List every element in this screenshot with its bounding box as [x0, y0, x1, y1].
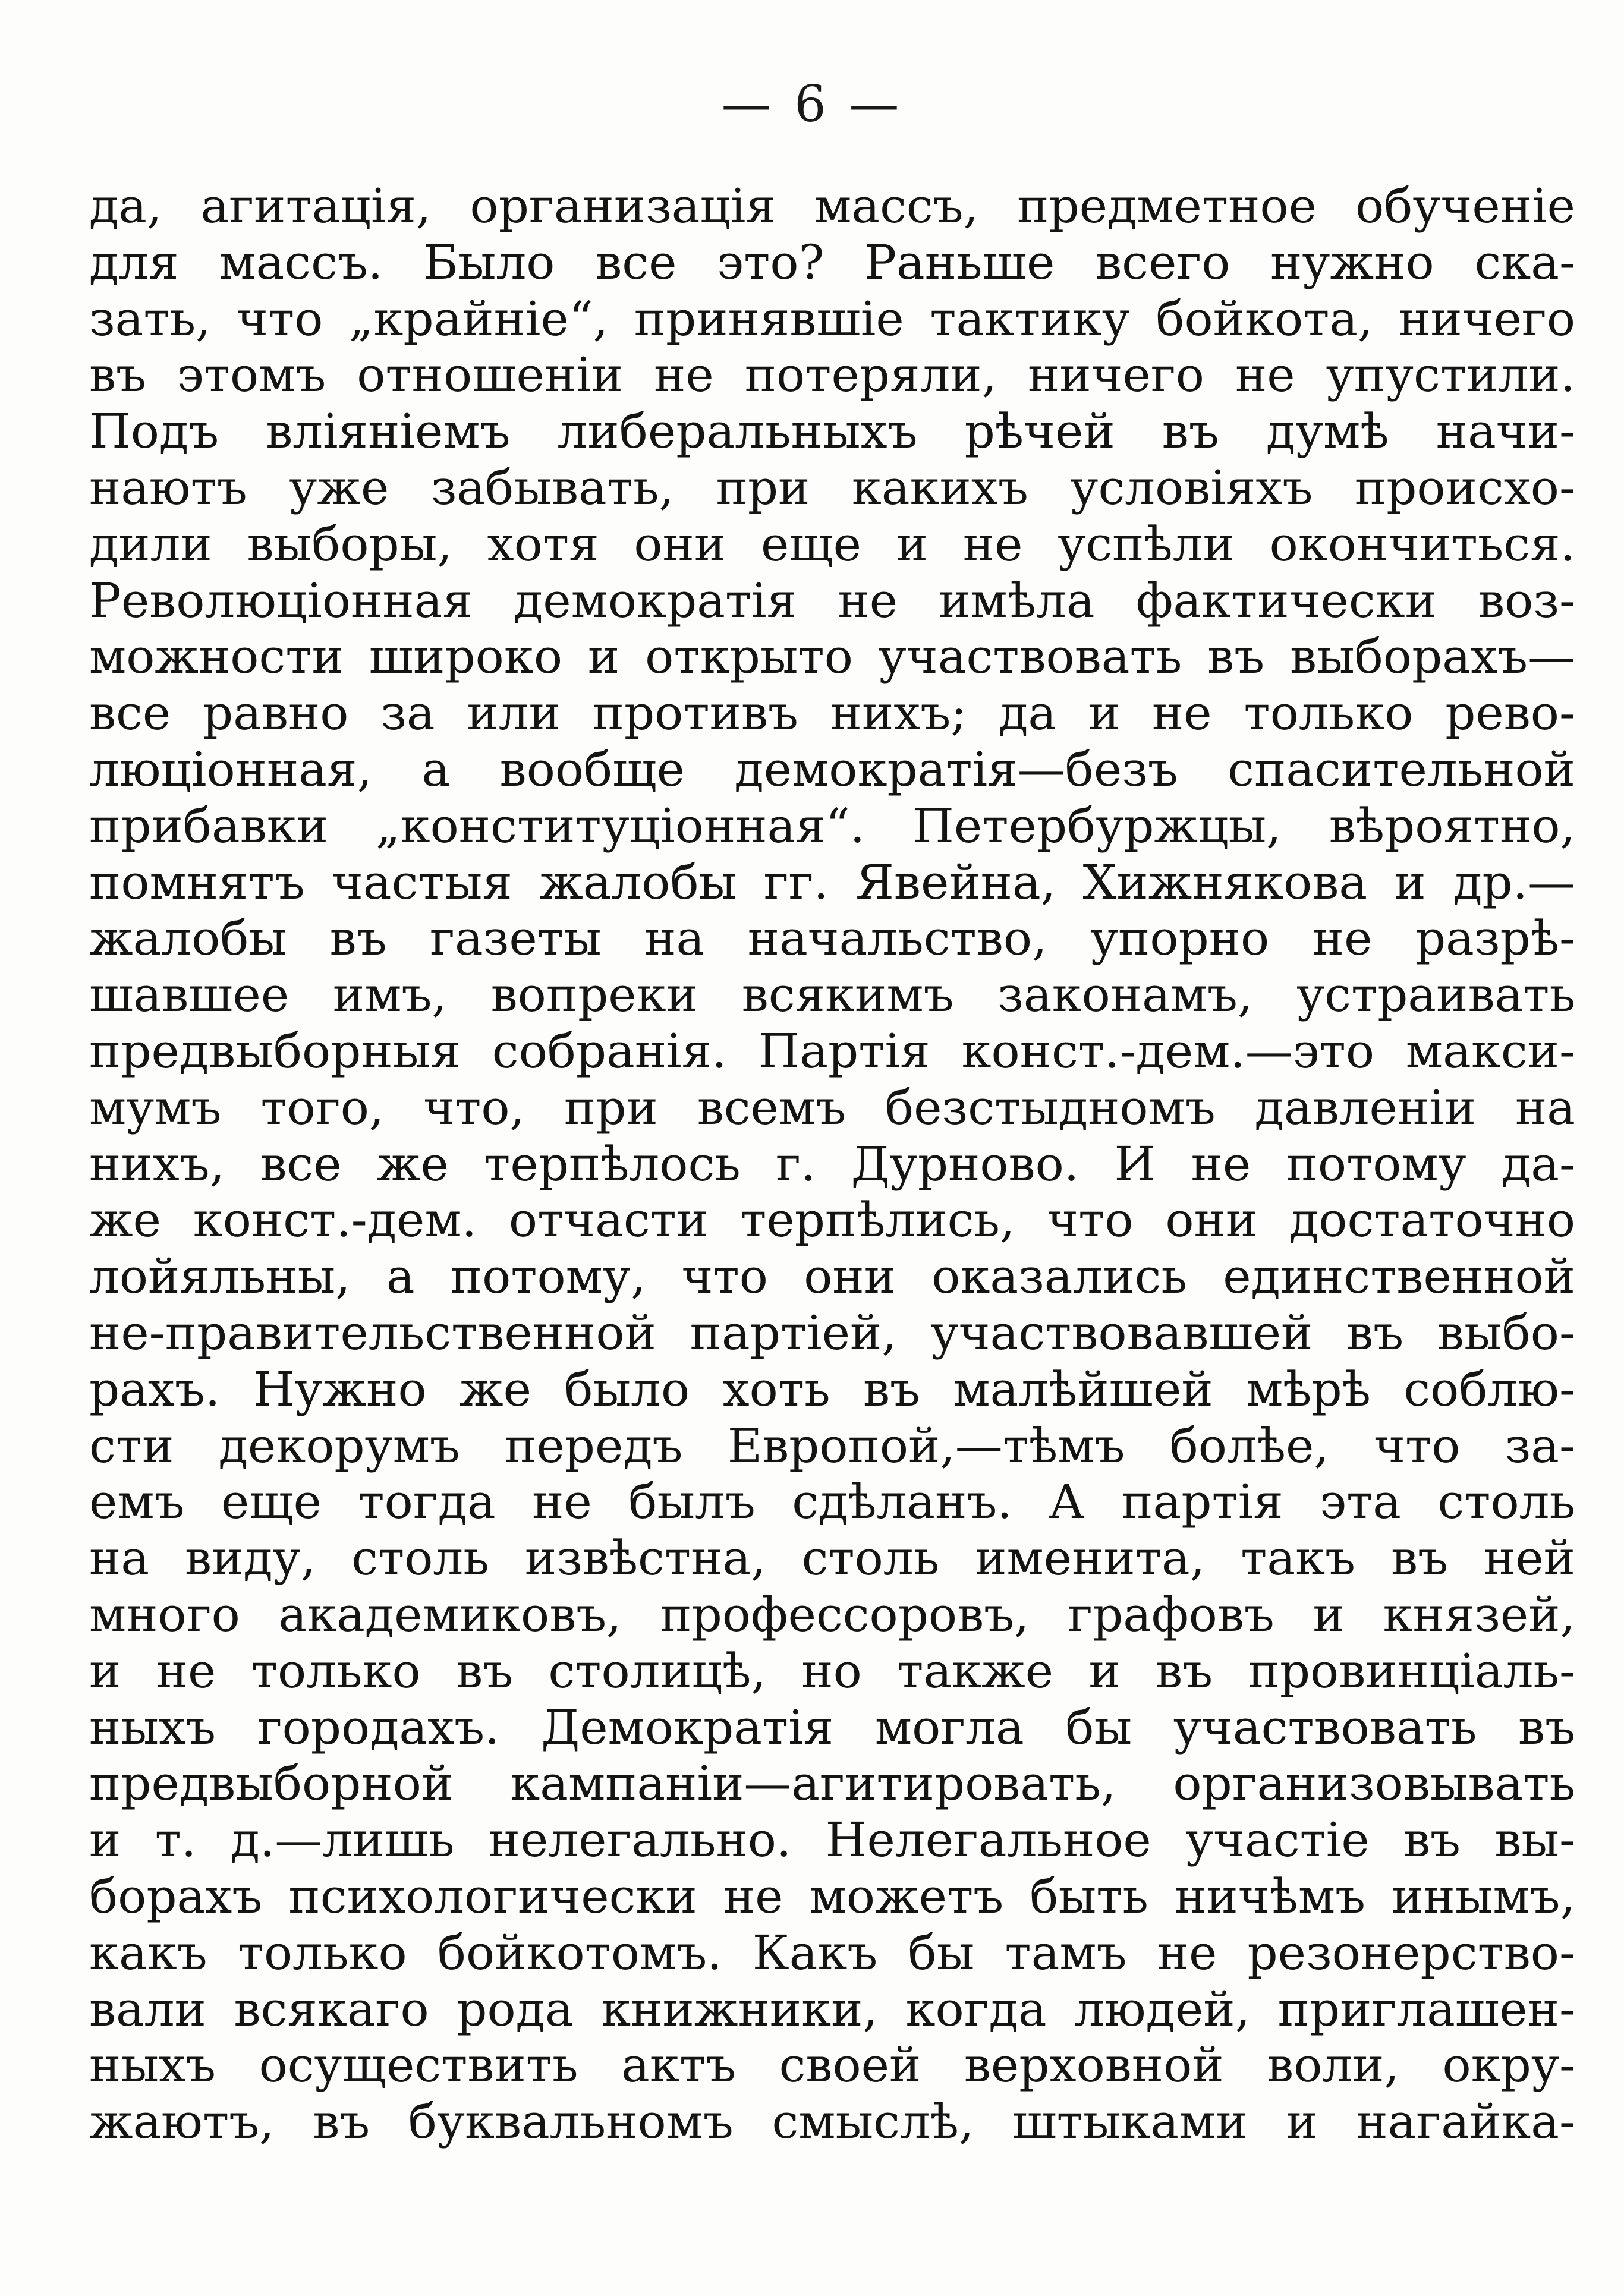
text-line: можности широко и открыто участвовать въ выборахъ— — [89, 629, 1575, 685]
text-line: емъ еще тогда не былъ сдѣланъ. А партія эта столь — [89, 1474, 1575, 1530]
text-line: и не только въ столицѣ, но также и въ провинціаль- — [89, 1643, 1575, 1699]
text-line: же конст.-дем. отчасти терпѣлись, что они достаточно — [89, 1192, 1575, 1248]
text-line: ныхъ городахъ. Демократія могла бы участвовать въ — [89, 1699, 1575, 1755]
text-line: Революціонная демократія не имѣла фактически воз- — [89, 572, 1575, 628]
text-line: зать, что „крайніе“, принявшіе тактику бойкота, ничего — [89, 291, 1575, 347]
text-line: рахъ. Нужно же было хоть въ малѣйшей мѣрѣ соблю- — [89, 1361, 1575, 1417]
text-line: прибавки „конституціонная“. Петербуржцы, вѣроятно, — [89, 798, 1575, 853]
text-line: жалобы въ газеты на начальство, упорно не разрѣ- — [89, 911, 1575, 966]
text-line: для массъ. Было все это? Раньше всего нужно ска- — [89, 234, 1575, 290]
text-line: Подъ вліяніемъ либеральныхъ рѣчей въ думѣ начи- — [89, 404, 1575, 459]
text-line: дили выборы, хотя они еще и не успѣли окончиться. — [89, 516, 1575, 572]
text-line: предвыборныя собранія. Партія конст.-дем.—это макси- — [89, 1023, 1575, 1079]
text-line: сти декорумъ передъ Европой,—тѣмъ болѣе, что за- — [89, 1418, 1575, 1473]
text-line: помнятъ частыя жалобы гг. Явейна, Хижнякова и др.— — [89, 854, 1575, 910]
text-line: въ этомъ отношеніи не потеряли, ничего не упустили. — [89, 347, 1575, 403]
text-line: предвыборной кампаніи—агитировать, организовывать — [89, 1756, 1575, 1812]
text-line: да, агитація, организація массъ, предметное обученіе — [89, 178, 1575, 234]
text-line: шавшее имъ, вопреки всякимъ законамъ, устраивать — [89, 967, 1575, 1023]
text-line: лойяльны, а потому, что они оказались единственной — [89, 1249, 1575, 1305]
text-line: ныхъ осуществить актъ своей верховной воли, окру- — [89, 2037, 1575, 2093]
text-line: и т. д.—лишь нелегально. Нелегальное участіе въ вы- — [89, 1812, 1575, 1868]
text-line: нихъ, все же терпѣлось г. Дурново. И не потому да- — [89, 1136, 1575, 1192]
text-line: вали всякаго рода книжники, когда людей, приглашен- — [89, 1981, 1575, 2037]
body-text — [89, 178, 1575, 2150]
text-line: все равно за или противъ нихъ; да и не только рево- — [89, 685, 1575, 741]
text-line: мумъ того, что, при всемъ безстыдномъ давленіи на — [89, 1079, 1575, 1135]
text-line: на виду, столь извѣстна, столь именита, такъ въ ней — [89, 1530, 1575, 1586]
page-number: — 6 — — [721, 75, 903, 133]
text-line: какъ только бойкотомъ. Какъ бы тамъ не резонерство- — [89, 1925, 1575, 1980]
text-line: люціонная, а вообще демократія—безъ спасительной — [89, 741, 1575, 797]
text-line: борахъ психологически не можетъ быть ничѣмъ инымъ, — [89, 1868, 1575, 1924]
text-line: наютъ уже забывать, при какихъ условіяхъ происхо- — [89, 459, 1575, 515]
text-line: жаютъ, въ буквальномъ смыслѣ, штыками и нагайка- — [89, 2094, 1575, 2150]
text-line: много академиковъ, профессоровъ, графовъ и князей, — [89, 1586, 1575, 1642]
text-line: не-правительственной партіей, участвовавшей въ выбо- — [89, 1305, 1575, 1360]
